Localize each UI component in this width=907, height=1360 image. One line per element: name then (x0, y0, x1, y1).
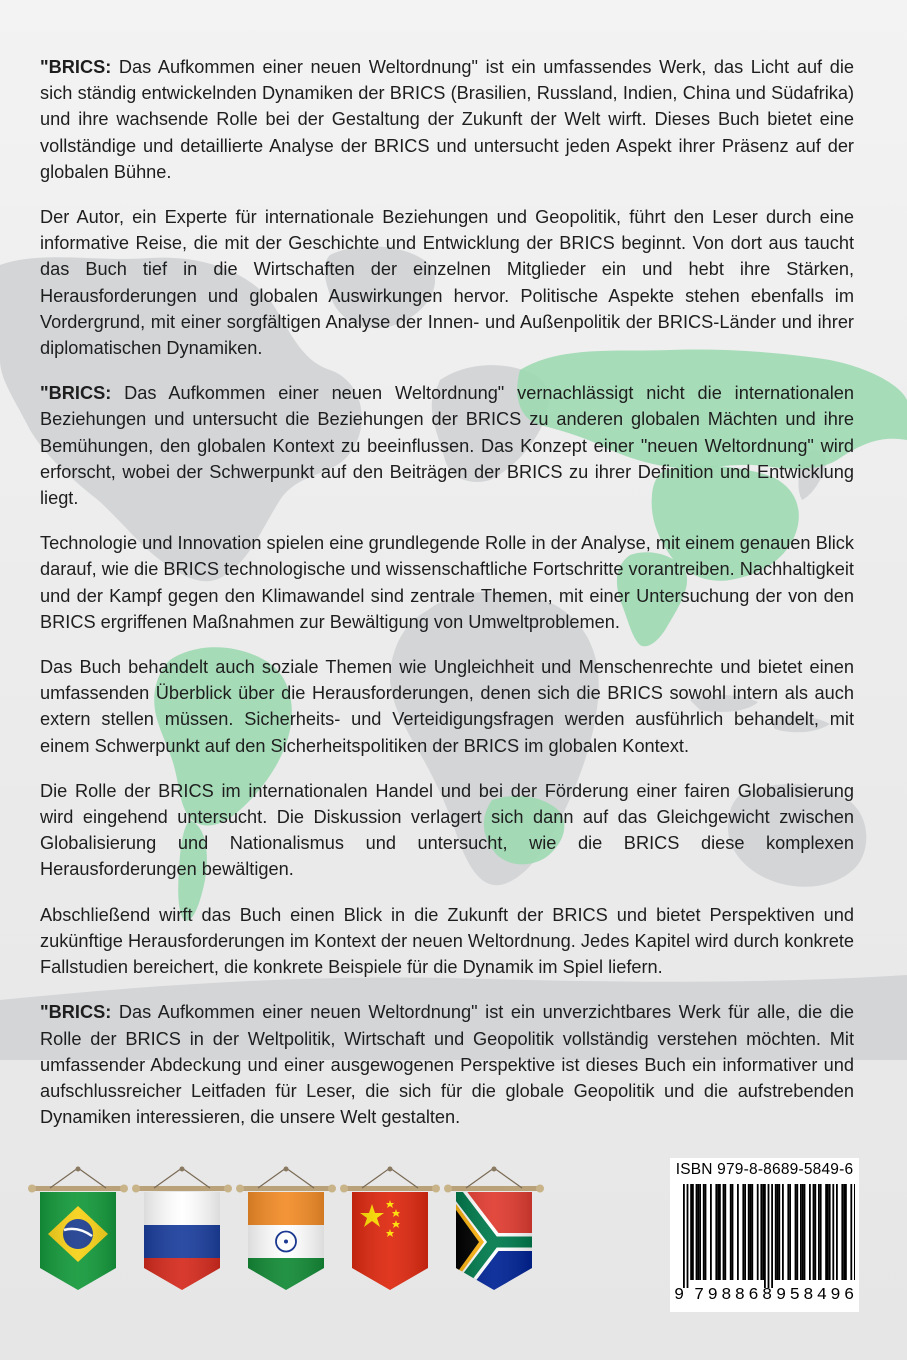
barcode-bar (687, 1184, 689, 1288)
barcode-bar (737, 1184, 739, 1280)
paragraph-2 (40, 204, 854, 361)
paragraph-5-text: Das Buch behandelt auch soziale Themen wie Ungleichheit und Menschenrechte und bietet einen umfassenden Überblick über die Herausforderungen, denen sich die BRICS sowohl intern als auch extern stellen müssen. Sicherheits- und Verteidigungsfragen werden ausführlich behandelt, mit einem Schwerpunkt auf den Sicherheitspolitiken der BRICS im globalen Kontext. (40, 657, 854, 756)
paragraph-1-lead: "BRICS: (40, 57, 112, 77)
paragraph-7-text: Abschließend wirft das Buch einen Blick in die Zukunft der BRICS und bietet Perspektiven und zukünftige Herausforderungen im Kontext der neuen Weltordnung. Jedes Kapitel wird durch konkrete Fallstudien bereichert, die konkrete Beispiele für die Dynamik im Spiel liefern. (40, 904, 854, 978)
barcode-bar (715, 1184, 717, 1280)
barcode-bar (723, 1184, 725, 1280)
barcode-bar (841, 1184, 843, 1280)
barcode-bar (800, 1184, 802, 1280)
barcode-bar (692, 1184, 694, 1280)
paragraph-4 (40, 530, 854, 635)
barcode-bar (804, 1184, 806, 1280)
barcode-bar (760, 1184, 762, 1280)
barcode-bar (829, 1184, 831, 1280)
barcode-bar (820, 1184, 822, 1280)
back-cover-description (40, 54, 854, 1149)
paragraph-8 (40, 999, 854, 1130)
barcode-bar (777, 1184, 779, 1280)
paragraph-1 (40, 54, 854, 185)
barcode-bar (750, 1184, 752, 1280)
barcode-bar (771, 1184, 773, 1288)
barcode-bar (719, 1184, 721, 1280)
barcode-bar (744, 1184, 746, 1280)
barcode-bar (836, 1184, 838, 1280)
barcode-bar (724, 1184, 726, 1280)
barcode-bar (690, 1184, 692, 1280)
barcode-bar (818, 1184, 820, 1280)
south-africa-flag-icon (444, 1164, 544, 1294)
barcode-bar (703, 1184, 705, 1280)
brazil-flag-icon (28, 1164, 128, 1294)
paragraph-6-text: Die Rolle der BRICS im internationalen Handel und bei der Förderung einer fairen Globalisierung wird eingehend untersucht. Die Diskussion verlagert sich dann auf das Gleichgewicht zwischen Globalisierung und Nationalismus und untersucht, wie die BRICS diese komplexen Herausforderungen bewältigen. (40, 780, 854, 880)
isbn-digits-group-1: 798868 (694, 1286, 776, 1305)
barcode-bar (845, 1184, 847, 1280)
paragraph-5 (40, 654, 854, 759)
barcode-bar (796, 1184, 798, 1280)
barcode-bar (742, 1184, 744, 1280)
barcode-bar (710, 1184, 712, 1280)
barcode-bar (717, 1184, 719, 1280)
barcode-bar (789, 1184, 791, 1280)
barcode-bar (827, 1184, 829, 1280)
barcode-bar (732, 1184, 734, 1280)
paragraph-2-text: Der Autor, ein Experte für internationale Beziehungen und Geopolitik, führt den Leser durch eine informative Reise, die mit der Geschichte und Entwicklung der BRICS beginnt. Von dort aus taucht das Buch tief in die Wirtschaften der einzelnen Mitglieder ein und hebt ihre Stärken, Herausforderungen und globalen Auswirkungen hervor. Politische Aspekte stehen ebenfalls im Vordergrund, mit einer sorgfältigen Analyse der Innen- und Außenpolitik der BRICS-Länder und ihrer diplomatischen Dynamiken. (40, 207, 854, 359)
isbn-digit-first: 9 (674, 1286, 685, 1305)
barcode-bar (748, 1184, 750, 1280)
paragraph-8-text: Das Aufkommen einer neuen Weltordnung" ist ein unverzichtbares Werk für alle, die die Rolle der BRICS in der Weltpolitik, Wirtschaft und Geopolitik vollständig verstehen möchten. Mit umfassender Abdeckung und einer ausgewogenen Perspektive ist dieses Buch ein informativer und aufschlussreicher Leitfaden für Leser, die sich für die globale Geopolitik und die aufstrebenden Dynamiken interessieren, die unsere Welt gestalten. (40, 1002, 854, 1128)
barcode-bar (802, 1184, 804, 1280)
paragraph-7 (40, 902, 854, 981)
russia-flag-icon (132, 1164, 232, 1294)
barcode-bar (809, 1184, 811, 1280)
isbn-digits-group-2: 958496 (776, 1286, 858, 1305)
barcode-bar (814, 1184, 816, 1280)
barcode-bar (751, 1184, 753, 1280)
barcode-bar (764, 1184, 766, 1288)
barcode-bar (775, 1184, 777, 1280)
barcode-bar (825, 1184, 827, 1280)
barcode-bar (813, 1184, 815, 1280)
isbn-label: ISBN 979-8-8689-5849-6 (675, 1161, 854, 1178)
barcode-bar (768, 1184, 770, 1288)
barcode-bar (757, 1184, 759, 1280)
barcode-bar (832, 1184, 834, 1280)
barcode-bar (705, 1184, 707, 1280)
barcode-bar (843, 1184, 845, 1280)
paragraph-3-lead: "BRICS: (40, 383, 112, 404)
paragraph-6 (40, 778, 854, 883)
barcode-bars (675, 1184, 855, 1288)
barcode-bar (795, 1184, 797, 1280)
barcode-bar (696, 1184, 698, 1280)
barcode-bar (850, 1184, 852, 1280)
india-flag-icon (236, 1164, 336, 1294)
barcode-bar (782, 1184, 784, 1280)
paragraph-4-text: Technologie und Innovation spielen eine grundlegende Rolle in der Analyse, mit einem genauen Blick darauf, wie die BRICS technologische und wissenschaftliche Fortschritte vorantreiben. Nachhaltigkeit und der Kampf gegen den Klimawandel sind zentrale Themen, mit einer Untersuchung der von den BRICS ergriffenen Maßnahmen zur Bewältigung von Umweltproblemen. (40, 533, 854, 632)
paragraph-8-lead: "BRICS: (40, 1002, 112, 1023)
barcode-bar (787, 1184, 789, 1280)
barcode-bar (697, 1184, 699, 1280)
china-flag-icon (340, 1164, 440, 1294)
barcode-bar (730, 1184, 732, 1280)
paragraph-1-text: Das Aufkommen einer neuen Weltordnung" ist ein umfassendes Werk, das Licht auf die sich ständig entwickelnden Dynamiken der BRICS (Brasilien, Russland, Indien, China und Südafrika) und ihre wachsende Rolle bei der Gestaltung der Zukunft der Welt wirft. Dieses Buch bietet eine vollständige und detaillierte Analyse der BRICS und untersucht jeden Aspekt ihrer Präsenz auf der globalen Bühne. (40, 57, 854, 182)
barcode-bar (854, 1184, 855, 1280)
barcode-bar (699, 1184, 701, 1280)
barcode-bar (683, 1184, 685, 1288)
isbn-barcode-block (670, 1158, 859, 1312)
barcode-bar (778, 1184, 780, 1280)
barcode-bar (762, 1184, 764, 1280)
paragraph-3 (40, 380, 854, 511)
paragraph-3-text: Das Aufkommen einer neuen Weltordnung" vernachlässigt nicht die internationalen Beziehungen und untersucht die Beziehungen der BRICS zu anderen globalen Mächten und ihre Bemühungen, den globalen Kontext zu beeinflussen. Das Konzept einer "neuen Weltordnung" wird erforscht, wobei der Schwerpunkt auf den Beiträgen der BRICS zu ihrer Definition und Entwicklung liegt. (40, 383, 854, 509)
